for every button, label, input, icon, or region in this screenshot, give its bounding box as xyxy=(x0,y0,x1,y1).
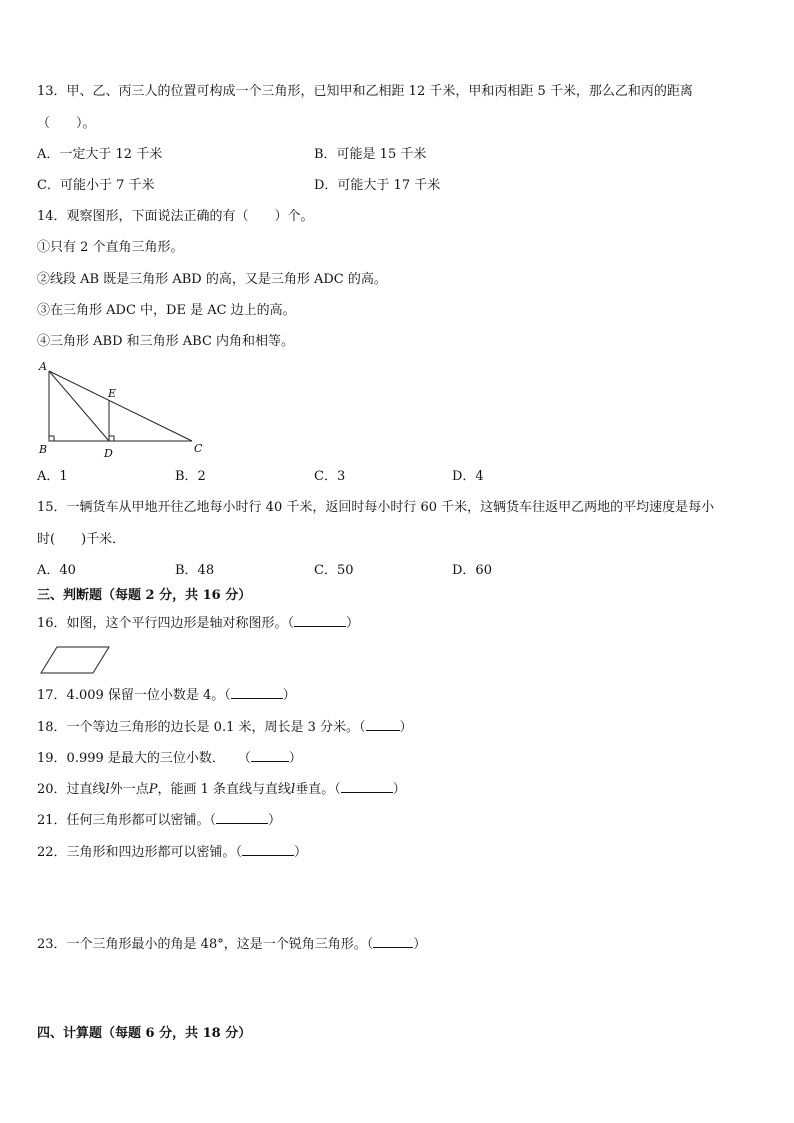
q18-close-paren: ） xyxy=(399,720,413,735)
q20-text-mid2: ，能画 1 条直线与直线 xyxy=(157,782,292,797)
q19-answer-blank[interactable] xyxy=(251,749,289,762)
q18-text: 18．一个等边三角形的边长是 0.1 米，周长是 3 分米。（ xyxy=(37,720,366,735)
q20 xyxy=(37,780,406,799)
q21 xyxy=(37,811,281,830)
right-angle-mark-b xyxy=(49,436,54,441)
q15-stem-continued: 时( )千米． xyxy=(37,532,126,547)
q14-stem: 14．观察图形，下面说法正确的有（ ）个。 xyxy=(37,209,314,224)
q21-close-paren: ） xyxy=(268,813,282,828)
q14-option-c: C．3 xyxy=(314,469,346,484)
label-b: B xyxy=(39,443,48,456)
q20-text-pre: 20．过直线 xyxy=(37,782,106,797)
q23-answer-blank[interactable] xyxy=(373,935,413,948)
label-a: A xyxy=(39,360,47,373)
q17 xyxy=(37,686,296,705)
q18-answer-blank[interactable] xyxy=(366,718,400,731)
q13-stem: 13．甲、乙、丙三人的位置可构成一个三角形，已知甲和乙相距 12 千米，甲和丙相距 5 千米，那么乙和丙的距离 xyxy=(37,84,693,99)
q16-text: 16．如图，这个平行四边形是轴对称图形。（ xyxy=(37,616,295,631)
q20-point-p: P xyxy=(148,782,158,797)
segment-ad xyxy=(49,371,109,441)
q23 xyxy=(37,935,426,954)
q20-line-l: l xyxy=(105,782,110,797)
q14-statement-2: ②线段 AB 既是三角形 ABD 的高，又是三角形 ADC 的高。 xyxy=(37,272,387,287)
q18 xyxy=(37,718,413,737)
q13-option-c: C．可能小于 7 千米 xyxy=(37,178,155,193)
label-c: C xyxy=(194,442,203,455)
segment-ac xyxy=(49,371,192,441)
q23-text: 23．一个三角形最小的角是 48°，这是一个锐角三角形。（ xyxy=(37,937,374,952)
q14-option-a: A．1 xyxy=(37,469,68,484)
q16-parallelogram-figure xyxy=(40,645,112,675)
q20-text-post: 垂直。（ xyxy=(295,782,341,797)
section-3-heading: 三、判断题（每题 2 分，共 16 分） xyxy=(37,588,252,603)
q21-answer-blank[interactable] xyxy=(216,811,268,824)
q17-answer-blank[interactable] xyxy=(231,686,283,699)
q19-close-paren: ） xyxy=(288,751,302,766)
q16 xyxy=(37,614,359,633)
q22-close-paren: ） xyxy=(294,845,308,860)
q20-close-paren: ） xyxy=(392,782,406,797)
q22 xyxy=(37,843,307,862)
q13-option-b: B．可能是 15 千米 xyxy=(314,147,427,162)
label-d: D xyxy=(104,447,113,460)
q20-line-l-2: l xyxy=(291,782,296,797)
right-angle-mark-d xyxy=(109,436,114,441)
q23-close-paren: ） xyxy=(413,937,427,952)
section-4-heading: 四、计算题（每题 6 分，共 18 分） xyxy=(37,1026,252,1041)
q17-text: 17．4.009 保留一位小数是 4。（ xyxy=(37,688,231,703)
q22-text: 22．三角形和四边形都可以密铺。（ xyxy=(37,845,243,860)
q19-text: 19．0.999 是最大的三位小数． （ xyxy=(37,751,251,766)
q16-answer-blank[interactable] xyxy=(294,614,346,627)
q14-statement-4: ④三角形 ABD 和三角形 ABC 内角和相等。 xyxy=(37,334,295,349)
q13-option-d: D．可能大于 17 千米 xyxy=(314,178,441,193)
q21-text: 21．任何三角形都可以密铺。（ xyxy=(37,813,217,828)
q14-option-d: D．4 xyxy=(452,469,484,484)
q15-option-a: A．40 xyxy=(37,563,76,578)
q13-answer-paren: （ ）。 xyxy=(37,116,96,131)
q14-statement-1: ①只有 2 个直角三角形。 xyxy=(37,240,184,255)
label-e: E xyxy=(108,387,117,400)
q15-stem: 15．一辆货车从甲地开往乙地每小时行 40 千米，返回时每小时行 60 千米，这辆货车往返甲乙两地的平均速度是每小 xyxy=(37,500,715,515)
q15-option-d: D．60 xyxy=(452,563,492,578)
q14-option-b: B．2 xyxy=(175,469,206,484)
q20-text-mid1: 外一点 xyxy=(109,782,149,797)
q20-answer-blank[interactable] xyxy=(341,780,393,793)
q22-answer-blank[interactable] xyxy=(242,843,294,856)
q19 xyxy=(37,749,302,768)
q14-triangle-figure xyxy=(36,358,211,460)
q16-close-paren: ） xyxy=(346,616,360,631)
q13-option-a: A．一定大于 12 千米 xyxy=(37,147,163,162)
q15-option-c: C．50 xyxy=(314,563,354,578)
q14-statement-3: ③在三角形 ADC 中，DE 是 AC 边上的高。 xyxy=(37,303,296,318)
q15-option-b: B．48 xyxy=(175,563,215,578)
q17-close-paren: ） xyxy=(282,688,296,703)
